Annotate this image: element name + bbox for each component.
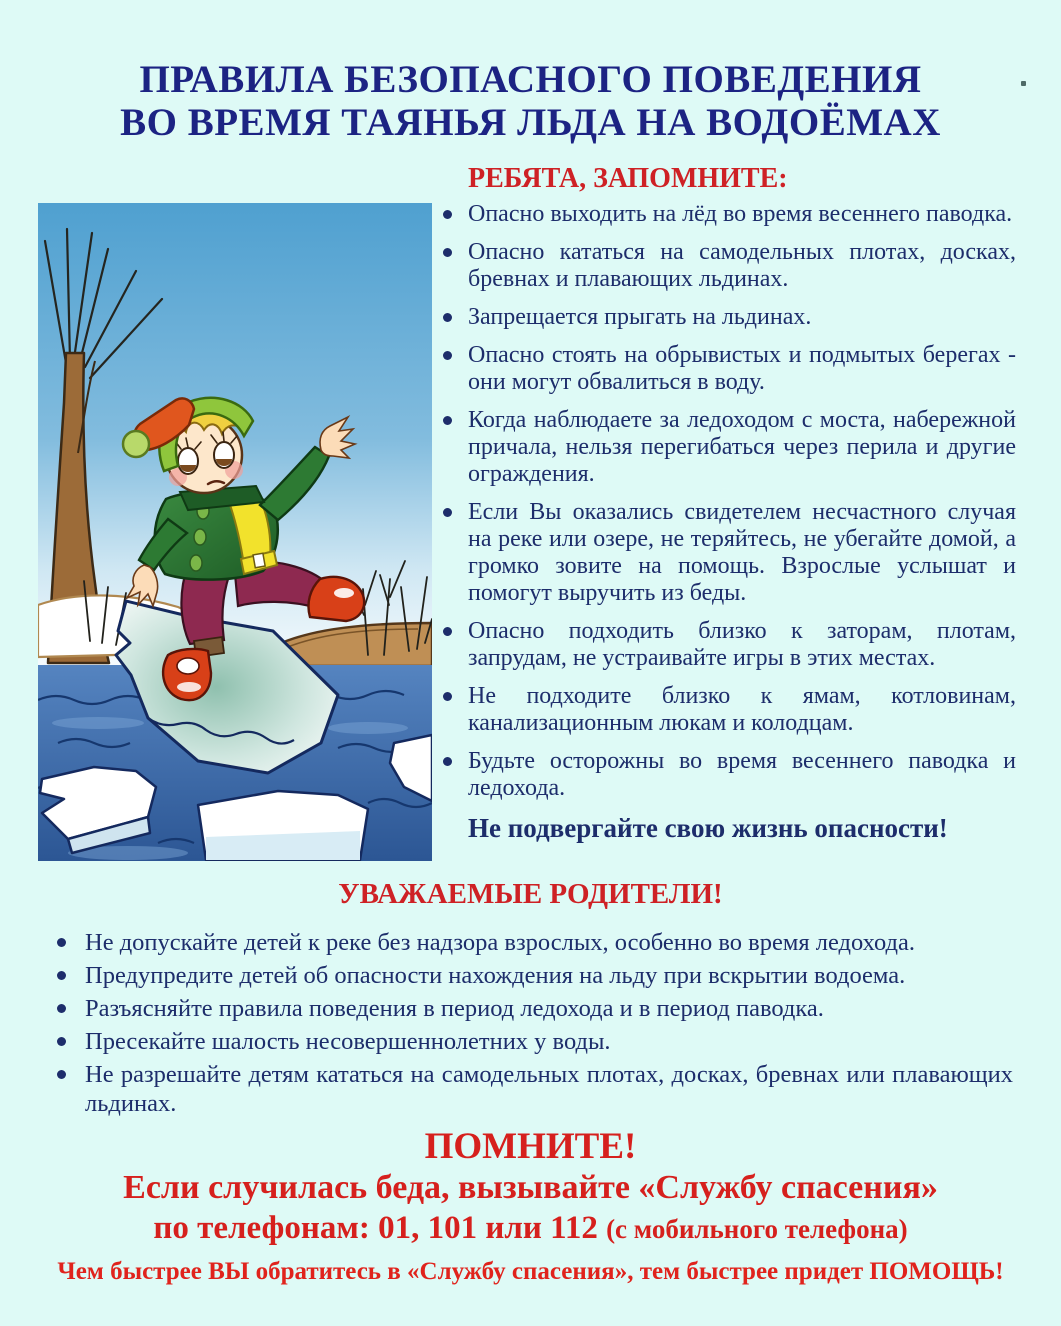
bullet-icon xyxy=(57,971,66,980)
parents-bullet-item xyxy=(55,961,1013,990)
footer-line: Чем быстрее ВЫ обратитесь в «Службу спасения», тем быстрее придет ПОМОЩЬ! xyxy=(57,1258,1004,1285)
right-boot-icon xyxy=(308,577,364,621)
kids-section-heading: РЕБЯТА, ЗАПОМНИТЕ: xyxy=(468,163,788,194)
kids-bullet-item xyxy=(438,618,1016,672)
poster-title xyxy=(0,58,1061,144)
kids-bullet-text: Будьте осторожны во время весеннего паводка и ледохода. xyxy=(468,748,1016,801)
kids-bullet-text: Опасно выходить на лёд во время весеннего паводка. xyxy=(468,201,1013,227)
kids-bullet-list xyxy=(438,201,1016,802)
kids-bullet-text: Если Вы оказались свидетелем несчастного случая на реке или озере, не теряйтесь, не убегайте домой, а громко зовите на помощь. Взрослые услышат и помогут выручить из беды. xyxy=(468,499,1016,606)
kids-section xyxy=(438,163,1016,844)
parents-bullet-text: Пресекайте шалость несовершеннолетних у воды. xyxy=(85,1028,611,1055)
bullet-icon xyxy=(443,351,452,360)
poster-title-line1: ПРАВИЛА БЕЗОПАСНОГО ПОВЕДЕНИЯ xyxy=(139,58,922,101)
bullet-icon xyxy=(443,627,452,636)
bullet-icon xyxy=(57,1037,66,1046)
bullet-icon xyxy=(443,313,452,322)
bullet-icon xyxy=(443,508,452,517)
kids-bullet-text: Опасно стоять на обрывистых и подмытых берегах - они могут обвалиться в воду. xyxy=(468,342,1016,395)
parents-bullet-text: Предупредите детей об опасности нахождения на льду при вскрытии водоема. xyxy=(85,962,906,989)
parents-bullet-text: Не разрешайте детям кататься на самодельных плотах, досках, бревнах или плавающих льдинах. xyxy=(85,1061,1013,1117)
kids-bullet-text: Запрещается прыгать на льдинах. xyxy=(468,304,812,330)
kids-bullet-item xyxy=(438,499,1016,607)
kids-closing-line: Не подвергайте свою жизнь опасности! xyxy=(468,813,948,843)
hat-pompom xyxy=(123,431,149,457)
illustration-svg xyxy=(38,203,432,861)
kids-bullet-text: Не подходите близко к ямам, котловинам, канализационным люкам и колодцам. xyxy=(468,683,1016,736)
kids-bullet-item xyxy=(438,201,1016,228)
parents-bullet-text: Не допускайте детей к реке без надзора взрослых, особенно во время ледохода. xyxy=(85,929,915,956)
bullet-icon xyxy=(443,757,452,766)
reminder-heading: ПОМНИТЕ! xyxy=(424,1126,637,1167)
bullet-icon xyxy=(57,1004,66,1013)
kids-bullet-item xyxy=(438,748,1016,802)
reminder-block xyxy=(0,1126,1061,1249)
reminder-line1: Если случилась беда, вызывайте «Службу спасения» xyxy=(123,1169,938,1206)
kids-bullet-text: Когда наблюдаете за ледоходом с моста, набережной причала, нельзя перегибаться через перила и другие ограждения. xyxy=(468,407,1016,487)
child-on-ice-illustration xyxy=(38,203,432,861)
reminder-phones: по телефонам: 01, 101 или 112 xyxy=(153,1210,607,1246)
poster-title-line2: ВО ВРЕМЯ ТАЯНЬЯ ЛЬДА НА ВОДОЁМАХ xyxy=(120,101,941,144)
kids-bullet-item xyxy=(438,239,1016,293)
parents-bullet-item xyxy=(55,994,1013,1023)
parents-bullet-item xyxy=(55,928,1013,957)
kids-bullet-text: Опасно кататься на самодельных плотах, досках, бревнах и плавающих льдинах. xyxy=(468,239,1016,292)
parents-bullet-list xyxy=(55,928,1013,1122)
bullet-icon xyxy=(57,938,66,947)
kids-bullet-item xyxy=(438,683,1016,737)
bullet-icon xyxy=(443,692,452,701)
bullet-icon xyxy=(57,1070,66,1079)
parents-bullet-text: Разъясняйте правила поведения в период ледохода и в период паводка. xyxy=(85,995,824,1022)
reminder-phone-note: (с мобильного телефона) xyxy=(606,1214,908,1244)
kids-bullet-item xyxy=(438,407,1016,488)
bullet-icon xyxy=(443,210,452,219)
bullet-icon xyxy=(443,248,452,257)
bullet-icon xyxy=(443,416,452,425)
kids-bullet-text: Опасно подходить близко к заторам, плотам, запрудам, не устраивайте игры в этих местах. xyxy=(468,618,1016,671)
stray-dot xyxy=(1021,81,1026,86)
parents-section-heading: УВАЖАЕМЫЕ РОДИТЕЛИ! xyxy=(338,878,723,910)
parents-bullet-item xyxy=(55,1027,1013,1056)
reminder-line2 xyxy=(0,1208,1061,1249)
kids-bullet-item xyxy=(438,304,1016,331)
parents-bullet-item xyxy=(55,1060,1013,1118)
kids-bullet-item xyxy=(438,342,1016,396)
